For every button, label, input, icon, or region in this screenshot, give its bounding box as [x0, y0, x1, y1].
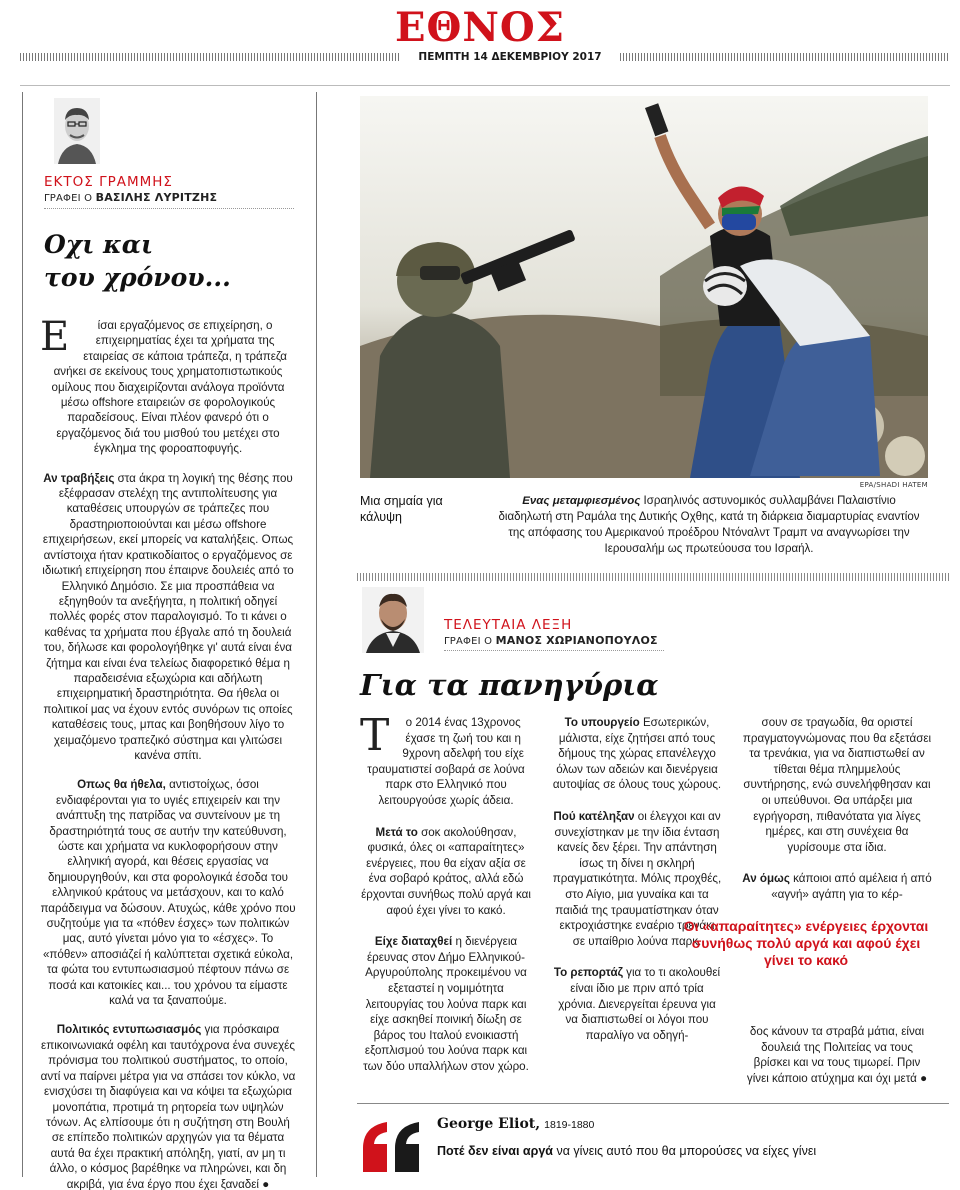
author-portrait-lyritzis	[54, 98, 100, 164]
col1-paragraph-2	[360, 825, 532, 919]
column-headline	[44, 228, 231, 294]
column-divider	[316, 92, 317, 1177]
quote-years: 1819-1880	[544, 1119, 595, 1131]
caption-text: Ισραηλινός αστυνομικός συλλαμβάνει Παλαιστίνιο διαδηλωτή στη Ραμάλα της Δυτικής Οχθης, κατά τη διάρκεια διαμαρτυρίας εναντίον της απόφασης του Αμερικανού προέδρου Ντόναλντ Τραμπ να αναγνωρίσει την Ιερουσαλήμ ως πρωτεύουσα του Ισραήλ.	[498, 495, 920, 555]
dropcap: Ε	[40, 314, 70, 360]
article-column-3-bottom	[742, 1024, 932, 1102]
col1-paragraph-2-lead: Μετά το	[375, 825, 418, 839]
section-hatch	[357, 573, 949, 581]
article-column-2	[552, 715, 722, 1059]
col1-paragraph-2-text: σοκ ακολούθησαν, φυσικά, όλες οι «απαραίτητες» ενέργειες, που θα είχαν αξία σε ένα σοβαρό κράτος, αλλά εδώ έρχονται συνήθως πολύ αργά και αφού έχει γίνει το κακό.	[361, 825, 531, 917]
paragraph-2	[40, 471, 296, 764]
date-row	[20, 50, 950, 64]
article-headline: Για τα πανηγύρια	[360, 668, 659, 702]
portrait-illustration-2	[362, 587, 424, 653]
paragraph-2-lead: Αν τραβήξεις	[43, 471, 115, 485]
newspaper-title: ΕΘΝΟΣ	[394, 4, 566, 51]
col2-paragraph-2-text: οι έλεγχοι και αν συνεχίστηκαν με την ίδια ένταση κανείς δεν ξέρει. Την απάντηση ίσως τη δίνει η σκληρή πραγματικότητα. Μόλις προχθές, στο Αίγιο, μια γυναίκα και τα παιδιά της τραυματίστηκαν όταν εκτροχιάστηκε εναέριο τρενάκι σε υπαίθριο λούνα παρκ.	[552, 809, 722, 948]
photo-illustration	[360, 96, 928, 478]
article-column-3-top	[742, 715, 932, 919]
byline-prefix: ΓΡΑΦΕΙ Ο	[44, 193, 93, 204]
col2-paragraph-2-lead: Πού κατέληξαν	[553, 809, 635, 823]
col3-paragraph-3-text: δος κάνουν τα στραβά μάτια, είναι δουλειά της Πολιτείας να τους βρίσκει και να τους τιμωρεί. Πριν γίνει κάποιο ατύχημα και όχι μετά	[746, 1025, 925, 1085]
col3-paragraph-1	[742, 715, 932, 855]
article-byline	[444, 634, 658, 647]
end-mark: ●	[262, 1177, 270, 1190]
paragraph-4	[40, 1022, 296, 1190]
portrait-illustration	[54, 98, 100, 164]
article-column-1	[360, 710, 532, 1090]
col2-paragraph-3	[552, 965, 722, 1043]
hatch-left	[20, 53, 400, 61]
headline-line-2: του χρόνου...	[44, 263, 231, 292]
col1-paragraph-1	[360, 710, 532, 809]
column-body	[40, 314, 296, 1190]
paragraph-1	[40, 314, 296, 457]
paragraph-3	[40, 777, 296, 1008]
col1-paragraph-3-lead: Είχε διαταχθεί	[374, 935, 453, 949]
left-frame-rule	[22, 92, 23, 1177]
col2-paragraph-1-lead: Το υπουργείο	[564, 716, 640, 729]
photo-caption	[496, 493, 922, 557]
col1-paragraph-3-text: η διενέργεια έρευνας στον Δήμο Ελληνικού-Αργυρούπολης προκειμένου να εξεταστεί η νομιμότητα λειτουργίας του λούνα παρκ και είχε ασκηθεί ποινική δίωξη σε βάρος του Ιταλού ενοικιαστή εξοπλισμού του λούνα παρκ και των δύο υπαλλήλων στον χώρο.	[363, 935, 529, 1073]
byline-author: ΒΑΣΙΛΗΣ ΛΥΡΙΤΖΗΣ	[95, 191, 218, 204]
col3-paragraph-1-text: σουν σε τραγωδία, θα οριστεί πραγματογνώμονας που θα εξετάσει τα τρενάκια, για να διαπιστωθεί αν τίθεται θέμα πλημμελούς συντήρησης, ενώ συνελήφθησαν και οι υπεύθυνοι. Θα υπάρξει μια εγρήγορση, πιθανότατα για λίγες ημέρες, και στη συνέχεια θα γυρίσουμε στα ίδια.	[742, 716, 932, 854]
article-end-mark: ●	[920, 1071, 928, 1085]
col3-paragraph-2	[742, 871, 932, 902]
article-byline-prefix: ΓΡΑΦΕΙ Ο	[444, 636, 493, 647]
photo-credit: EPA/SHADI HATEM	[859, 481, 928, 489]
masthead	[0, 6, 960, 50]
paragraph-1-text: ίσαι εργαζόμενος σε επιχείρηση, ο επιχειρηματίας έχει τα χρήματα της εταιρείας σε κάποια τράπεζα, η τράπεζα ανήκει σε εκείνους τους χρηματοπιστωτικούς ομίλους που διαχειρίζονται ανάλογα προϊόντα μέσω offshore εταιρειών σε φορολογικούς παραδείσους. Είναι πλέον φανερό ότι ο εργαζόμενος διά του μισθού του μετέχει στο έγκλημα της φοροαποφυγής.	[51, 319, 287, 456]
col2-paragraph-3-text: για το τι ακολουθεί είναι ίδιο με πριν από τρία χρόνια. Διενεργείται έρευνα για να διαπιστωθεί οι λόγοι που παραλίγο να οδηγή-	[558, 966, 721, 1042]
col1-paragraph-3	[360, 934, 532, 1074]
col3-paragraph-2-lead: Αν όμως	[742, 872, 790, 886]
col2-paragraph-3-lead: Το ρεπορτάζ	[553, 966, 623, 980]
col2-paragraph-1-text: Εσωτερικών, μάλιστα, είχε ζητήσει από τους δήμους της χώρας επανέλεγχο όλων των αδειών και διενέργεια αυτοψίας σε όλους τους χώρους.	[552, 716, 722, 792]
quote-lead: Ποτέ δεν είναι αργά	[437, 1144, 553, 1158]
column-byline	[44, 191, 217, 204]
quote-mark-icon	[361, 1118, 423, 1174]
photo-caption-label: Μια σημαία για κάλυψη	[360, 494, 443, 524]
article-kicker: ΤΕΛΕΥΤΑΙΑ ΛΕΞΗ	[444, 617, 573, 633]
caption-lead: Ενας μεταμφιεσμένος	[522, 495, 641, 507]
paragraph-3-text: αντιστοίχως, όσοι ενδιαφέρονται για το υγιές επιχειρείν και την ανάπτυξη της πατρίδας να συντείνουν με τη δραστηριότητά τους σε αυτήν την κατεύθυνση, ώστε και χρήματα να κυκλοφορήσουν στην ελληνική αγορά, και θέσεις εργασίας να δημιουργηθούν, και στα φορολογικά έσοδα του ελληνικού κράτους να μετάσχουν, και το καλό παράδειγμα να δώσουν. Ατυχώς, κάθε χρόνο που συζητούμε για τα «πόθεν έσχες» των πολιτικών μας, αυτό γίνεται μόνο για το «έσχες». Το «πόθεν» αποσιάζεί ή καλύπτεται σχετικά εύκολα, τα φώτα του εντυπωσιασμού πέφτουν πάνω σε ποσά και κατοικίες και... του χρόνου τα είμαστε καλά να τα ξαναπούμε.	[40, 778, 296, 1008]
quote-body: να γίνεις αυτό που θα μπορούσες να είχες γίνει	[553, 1144, 817, 1158]
top-rule	[20, 85, 950, 86]
col3-paragraph-2-text: κάποιοι από αμέλεια ή από «αγνή» αγάπη για το κέρ-	[771, 872, 932, 901]
byline-rule	[44, 208, 294, 209]
headline-line-1: Οχι και	[44, 230, 154, 259]
col3-paragraph-3	[742, 1024, 932, 1086]
paragraph-4-lead: Πολιτικός εντυπωσιασμός	[56, 1023, 202, 1037]
paragraph-4-text: για πρόσκαιρα επικοινωνιακά οφέλη και ταυτόχρονα ένα συνεχές πρόνισμα του πολιτικού συστήματος, το οποίο, αντί να παίρνει μέτρα για να σπάσει τον κύκλο, να ενισχύσει τη διαφύγεια και να κόψει τα εξωχώρια μονοπάτια, προτιμά τη ρητορεία των υψηλών τόνων. Ας ελπίσουμε ότι η συζήτηση στη Βουλή σε επίπεδο πολιτικών αρχηγών για τα θέματα αυτά θα έχει πρακτική απόληξη, γιατί, αν μη τι άλλο, ο κόσμος βαρέθηκε να πληρώνει, και δη ακριβά, για ένα έργο που έχει ξαναδεί	[40, 1023, 296, 1190]
article-byline-rule	[444, 650, 664, 651]
hatch-right	[620, 53, 950, 61]
paragraph-3-lead: Οπως θα ήθελα,	[77, 778, 166, 792]
col1-paragraph-1-text: ο 2014 ένας 13χρονος έχασε τη ζωή του και η 9χρονη αδελφή του είχε τραυματιστεί σοβαρά σε λούνα παρκ στο Ελληνικό που λειτουργούσε χωρίς άδεια.	[367, 716, 525, 807]
quote-author-name: George Eliot,	[437, 1116, 541, 1132]
column-kicker: ΕΚΤΟΣ ΓΡΑΜΜΗΣ	[44, 174, 173, 190]
pull-quote: Οι «απαραίτητες» ενέργειες έρχονται συνήθως πολύ αργά και αφού έχει γίνει το κακό	[683, 918, 929, 968]
article-byline-author: ΜΑΝΟΣ ΧΩΡΙΑΝΟΠΟΥΛΟΣ	[495, 634, 658, 647]
quote-text	[437, 1144, 816, 1158]
col2-paragraph-1	[552, 715, 722, 793]
news-photo	[360, 96, 928, 478]
author-portrait-chorianopoulos	[362, 587, 424, 653]
quote-author	[437, 1116, 594, 1132]
article-dropcap: Τ	[360, 710, 390, 761]
quote-box	[357, 1103, 949, 1177]
paragraph-2-text: στα άκρα τη λογική της θέσης που εξέφρασαν στελέχη της αντιπολίτευσης για καταθέσεις υπουργών σε τράπεζες που δραστηριοποιούνται και μέσω offshore επιχειρήσεων, εκεί μπορείς να καταλήξεις. Οπως αντίστοιχα ήταν κρατικοδίαιτος ο εργαζόμενος σε ιδιωτική επιχείρηση που έπαιρνε δουλειές από το Ελληνικό Δημόσιο. Σε μια προσπάθεια να εξηγηθούν τα ανεξήγητα, η πολιτική οδηγεί πολλές φορές στον παραλογισμό. Το τι κάνει ο καθένας τα χρήματα που έβγαλε από τη δουλειά του, δήλωσε και φορολογήθηκε γι' αυτά είναι ένα ζήτημα και είναι ένα τελείως διαφορετικό θέμα η παραδεισένια εξωχώρια και αδήλωτη επιχειρηματική δραστηριότητα. Θα ήθελα οι πολιτικοί μας να έχουν εντός συνόρων τις οποίες καταθέσεις τους, μπας και βοηθήσουν λίγο το χειμαζόμενο τραπεζικό σύστημα και γλιτώσει κανένα σπίτι.	[42, 471, 294, 762]
issue-date: ΠΕΜΠΤΗ 14 ΔΕΚΕΜΒΡΙΟΥ 2017	[418, 51, 602, 63]
